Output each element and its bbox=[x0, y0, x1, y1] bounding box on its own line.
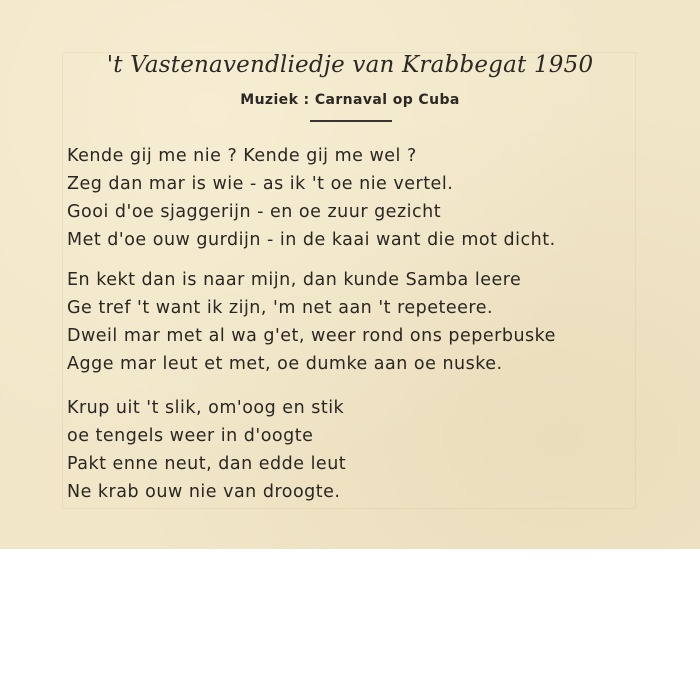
verse-line: Krup uit 't slik, om'oog en stik bbox=[67, 398, 345, 418]
song-title: 't Vastenavendliedje van Krabbegat 1950 bbox=[106, 52, 594, 78]
stanza-1 bbox=[67, 142, 556, 254]
stanza-3 bbox=[67, 394, 346, 506]
verse-line: Kende gij me nie ? Kende gij me wel ? bbox=[67, 146, 417, 166]
verse-line: Ge tref 't want ik zijn, 'm net aan 't repeteere. bbox=[67, 298, 494, 318]
verse-line: En kekt dan is naar mijn, dan kunde Samba leere bbox=[67, 270, 522, 290]
verse-line: Dweil mar met al wa g'et, weer rond ons peperbuske bbox=[67, 326, 556, 346]
verse-line: Agge mar leut et met, oe dumke aan oe nuske. bbox=[67, 354, 503, 374]
verse-line: oe tengels weer in d'oogte bbox=[67, 426, 314, 446]
verse-line: Zeg dan mar is wie - as ik 't oe nie vertel. bbox=[67, 174, 454, 194]
stanza-2 bbox=[67, 266, 556, 378]
verse-line: Ne krab ouw nie van droogte. bbox=[67, 482, 341, 502]
verse-line: Gooi d'oe sjaggerijn - en oe zuur gezicht bbox=[67, 202, 442, 222]
verse-line: Pakt enne neut, dan edde leut bbox=[67, 454, 347, 474]
verse-line: Met d'oe ouw gurdijn - in de kaai want die mot dicht. bbox=[67, 230, 556, 250]
divider-rule bbox=[310, 120, 392, 122]
music-credit: Muziek : Carnaval op Cuba bbox=[240, 92, 460, 108]
